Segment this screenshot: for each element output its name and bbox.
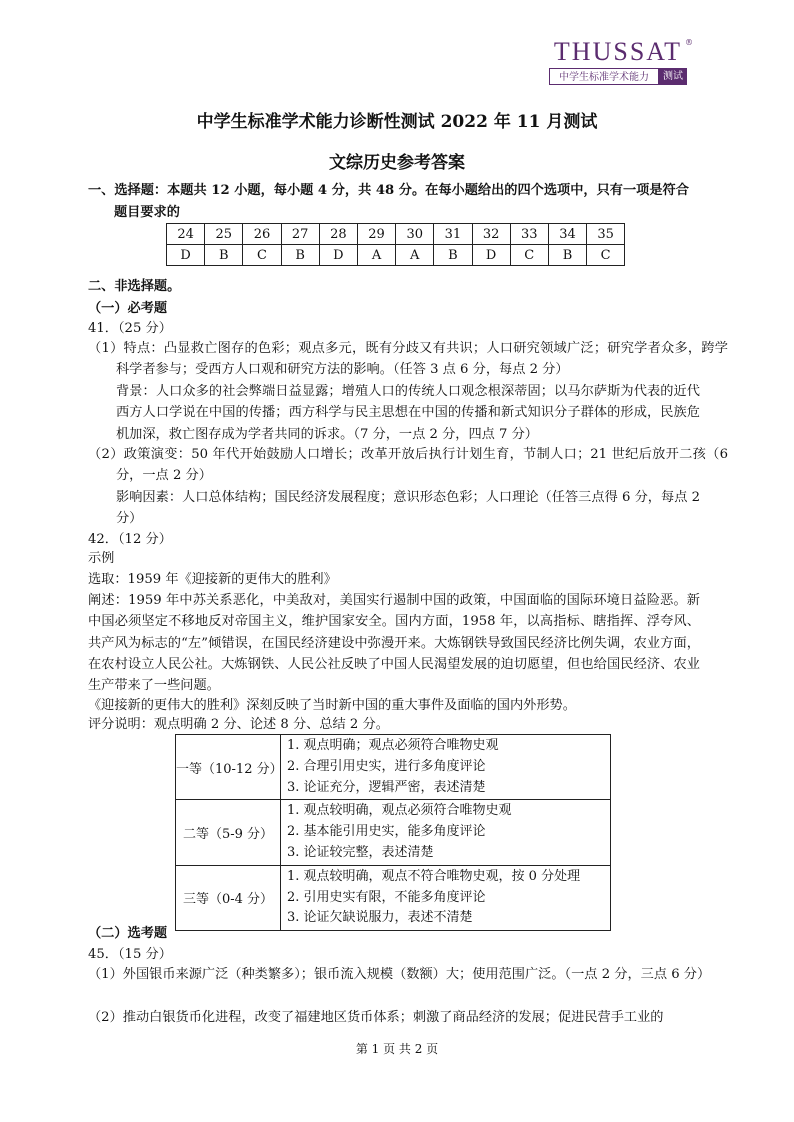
grade-criteria [281, 865, 611, 930]
criterion: 1. 观点明确；观点必须符合唯物史观 [287, 738, 499, 753]
question-number: 34 [548, 224, 586, 245]
answer-letter: B [434, 245, 472, 266]
criterion: 2. 合理引用史实，进行多角度评论 [287, 758, 486, 774]
question-number: 24 [167, 224, 205, 245]
answer-letter: D [167, 245, 205, 266]
thussat-logo [549, 37, 693, 85]
criterion: 1. 观点较明确，观点不符合唯物史观，按 0 分处理 [287, 868, 581, 884]
answer-table-numbers [167, 224, 625, 245]
q41-part1: （1）特点：凸显救亡图存的色彩；观点多元，既有分歧又有共识；人口研究领域广泛；研究学者众多，跨学科学者参与；受西方人口观和研究方法的影响。（任答 3 点 6 分，每点 2 分） [88, 341, 728, 378]
question-number: 28 [319, 224, 357, 245]
section2-heading: 二、非选择题。 [88, 279, 181, 294]
criterion: 3. 论证欠缺说服力，表述不清楚 [287, 910, 473, 926]
optional-heading: （二）选考题 [88, 926, 168, 941]
q41-label: 41．（25 分） [88, 321, 172, 336]
answer-letter: B [205, 245, 243, 266]
answer-letter: A [357, 245, 395, 266]
criterion: 2. 基本能引用史实，能多角度评论 [287, 824, 486, 840]
q41-part2: （2）政策演变：50 年代开始鼓励人口增长；改革开放后执行计划生育，节制人口；21 世纪后放开二孩（6 分，一点 2 分） [88, 447, 728, 484]
question-number: 32 [472, 224, 510, 245]
grading-table [175, 734, 611, 931]
grade-row [176, 735, 611, 800]
question-number: 26 [243, 224, 281, 245]
answer-letter: C [510, 245, 548, 266]
grade-level: 一等（10-12 分） [176, 735, 281, 800]
page-subtitle: 文综历史参考答案 [329, 153, 465, 173]
answer-letter: B [281, 245, 319, 266]
grade-row [176, 800, 611, 865]
question-number: 30 [396, 224, 434, 245]
question-number: 35 [587, 224, 625, 245]
criterion: 3. 论证较完整，表述清楚 [287, 844, 434, 860]
grade-level: 二等（5-9 分） [176, 800, 281, 865]
registered-mark: ® [685, 38, 693, 47]
grade-criteria [281, 735, 611, 800]
grade-row [176, 865, 611, 930]
q42-argument: 阐述：1959 年中苏关系恶化，中美敌对，美国实行遏制中国的政策，中国面临的国际环境日益险恶。新中国必须坚定不移地反对帝国主义，维护国家安全。国内方面，1958 年，以高指标、瞎指挥、浮夸风、共产风为标志的“左”倾错误，在国民经济建设中弥漫开来。大炼钢铁导致国民经济比例失调，农业方面，在农村设立人民公社。大炼钢铁、人民公社反映了中国人民渴望发展的迫切愿望，但也给国民经济、农业生产带来了一些问题。 [88, 593, 700, 694]
question-number: 29 [357, 224, 395, 245]
q42-example: 示例 [88, 551, 115, 566]
q42-choice: 选取：1959 年《迎接新的更伟大的胜利》 [88, 572, 337, 587]
answer-letter: C [587, 245, 625, 266]
page-footer: 第 1 页 共 2 页 [355, 1042, 439, 1056]
question-number: 25 [205, 224, 243, 245]
section1-heading-cont: 题目要求的 [114, 205, 180, 220]
answer-letter: B [548, 245, 586, 266]
answer-letter: D [319, 245, 357, 266]
question-number: 33 [510, 224, 548, 245]
page-title: 中学生标准学术能力诊断性测试 2022 年 11 月测试 [196, 112, 598, 132]
q42-conclusion: 《迎接新的更伟大的胜利》深刻反映了当时新中国的重大事件及面临的国内外形势。 [88, 698, 576, 713]
answer-letter: A [396, 245, 434, 266]
criterion: 3. 论证充分，逻辑严密，表述清楚 [287, 779, 486, 795]
grade-criteria [281, 800, 611, 865]
logo-tagline-bar [549, 68, 687, 85]
answer-letter: D [472, 245, 510, 266]
question-number: 31 [434, 224, 472, 245]
q42-label: 42．（12 分） [88, 532, 172, 547]
required-heading: （一）必考题 [88, 301, 168, 316]
logo-brand: THUSSAT [553, 37, 683, 66]
criterion: 2. 引用史实有限，不能多角度评论 [287, 889, 486, 905]
question-number: 27 [281, 224, 319, 245]
q42-rubric-note: 评分说明：观点明确 2 分、论述 8 分、总结 2 分。 [88, 717, 389, 732]
q45-part2: （2）推动白银货币化进程，改变了福建地区货币体系；刺激了商品经济的发展；促进民营手工业的 [88, 1010, 664, 1025]
answer-table-answers [167, 245, 625, 266]
q45-part1: （1）外国银币来源广泛（种类繁多）；银币流入规模（数额）大；使用范围广泛。（一点 2 分，三点 6 分） [88, 967, 711, 982]
grade-level: 三等（0-4 分） [176, 865, 281, 930]
answer-table [166, 223, 625, 266]
criterion: 1. 观点较明确，观点必须符合唯物史观 [287, 803, 512, 819]
q45-label: 45．（15 分） [88, 947, 172, 962]
q41-part1-background: 背景：人口众多的社会弊端日益显露；增殖人口的传统人口观念根深蒂固；以马尔萨斯为代表的近代西方人口学说在中国的传播；西方科学与民主思想在中国的传播和新式知识分子群体的形成，民族危机加深，救亡图存成为学者共同的诉求。（7 分，一点 2 分，四点 7 分） [116, 384, 700, 442]
section1-heading: 一、选择题：本题共 12 小题，每小题 4 分，共 48 分。在每小题给出的四个选项中，只有一项是符合 [88, 183, 689, 198]
logo-tagline: 中学生标准学术能力 [549, 68, 659, 85]
q41-part2-factors: 影响因素：人口总体结构；国民经济发展程度；意识形态色彩；人口理论（任答三点得 6 分，每点 2 分） [116, 490, 700, 527]
answer-letter: C [243, 245, 281, 266]
logo-tag: 测试 [659, 68, 687, 85]
